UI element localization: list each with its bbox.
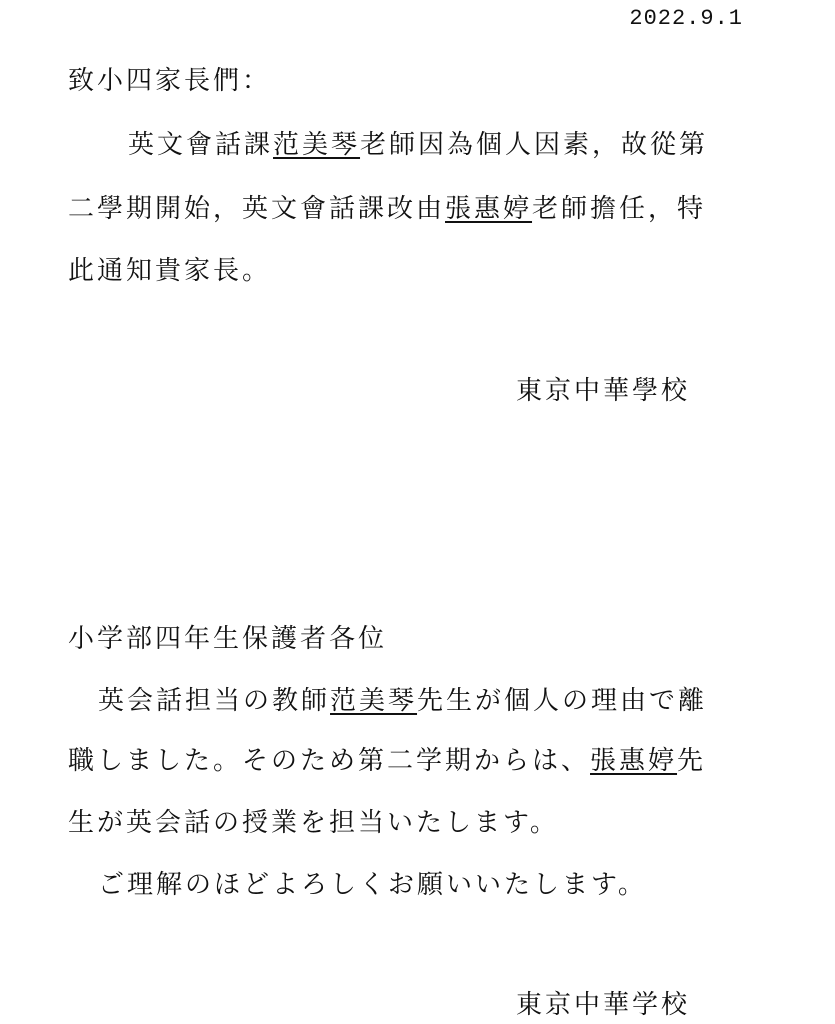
japanese-paragraph-line-3: 生が英会話の授業を担当いたします。 [68,808,559,838]
chinese-signature: 東京中華學校 [516,376,691,406]
chinese-line1-start: 英文會話課 [128,130,274,160]
teacher-name-fan-zh: 范美琴 [273,130,361,160]
teacher-name-zhang-ja: 張惠婷 [590,746,678,776]
japanese-signature: 東京中華学校 [516,990,691,1020]
date-text: 2022.9.1 [629,6,743,31]
japanese-salutation: 小学部四年生保護者各位 [68,624,388,654]
chinese-salutation: 致小四家長們： [68,66,272,96]
chinese-line2-end: 老師擔任，特 [532,194,707,224]
japanese-line2-end: 先 [677,746,707,776]
chinese-paragraph-line-3: 此通知貴家長。 [68,256,272,286]
japanese-paragraph-line-4: ご理解のほどよろしくお願いいたします。 [98,870,647,900]
japanese-line1-end: 先生が個人の理由で離 [417,686,708,716]
chinese-line2-start: 二學期開始，英文會話課改由 [68,194,446,224]
japanese-line1-start: 英会話担当の教師 [98,686,331,716]
japanese-paragraph-line-1 [98,688,707,714]
chinese-paragraph-line-2 [68,196,706,222]
chinese-paragraph-line-1 [128,132,708,158]
japanese-line2-start: 職しました。そのため第二学期からは、 [68,746,591,776]
teacher-name-fan-ja: 范美琴 [330,686,418,716]
teacher-name-zhang-zh: 張惠婷 [445,194,533,224]
japanese-paragraph-line-2 [68,748,706,774]
chinese-line1-end: 老師因為個人因素，故從第 [360,130,709,160]
